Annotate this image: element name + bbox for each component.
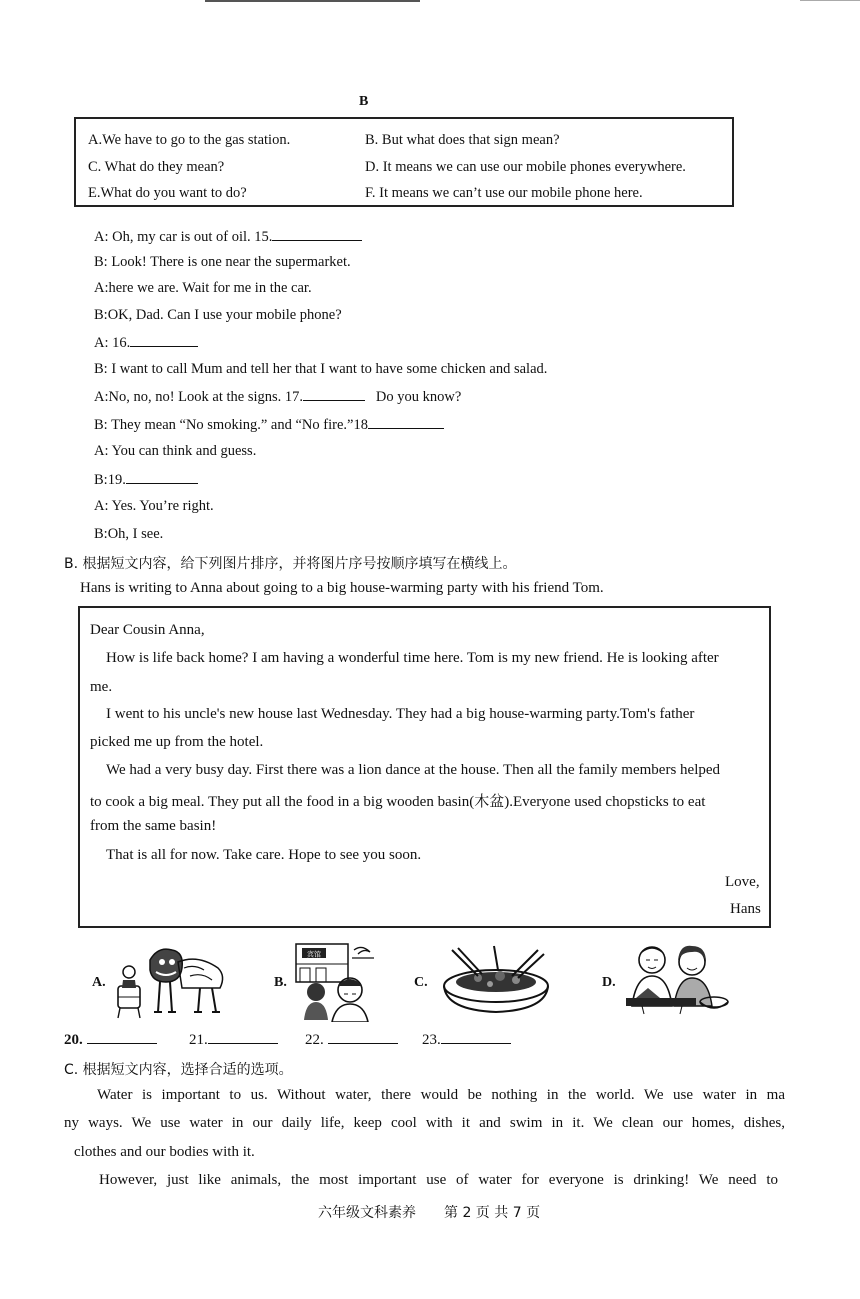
answer-blank-20[interactable] [87, 1031, 157, 1044]
dialogue-line-4: B:OK, Dad. Can I use your mobile phone? [94, 307, 342, 323]
letter-paragraph-2-cont: picked me up from the hotel. [90, 734, 264, 750]
answer-line-20 [64, 1031, 157, 1049]
dialogue-text: A: 16. [94, 335, 131, 351]
answer-number: 23. [422, 1032, 441, 1048]
letter-paragraph-1-cont: me. [90, 679, 113, 695]
answer-line-21 [189, 1031, 278, 1049]
dialogue-text: B: They mean “No smoking.” and “No fire.”18 [94, 417, 368, 433]
answer-line-22 [305, 1031, 398, 1049]
letter-box [78, 606, 771, 928]
section-letter: B [359, 94, 369, 109]
answer-blank-19[interactable] [126, 471, 198, 484]
part-c-line-2: ny ways. We use water in our daily life, keep cool with it and swim in it. We clean our homes, dishes, [64, 1115, 785, 1131]
picture-a-label: A. [92, 975, 106, 990]
dialogue-line-1 [94, 228, 362, 246]
answer-blank-21[interactable] [208, 1031, 278, 1044]
dialogue-text: A: Oh, my car is out of oil. 15. [94, 229, 273, 245]
dialogue-line-12: B:Oh, I see. [94, 526, 164, 542]
letter-paragraph-3-end: from the same basin! [90, 818, 217, 834]
letter-paragraph-1: How is life back home? I am having a wonderful time here. Tom is my new friend. He is looking after [106, 650, 719, 666]
answer-blank-17[interactable] [303, 388, 365, 401]
option-b: B. But what does that sign mean? [365, 132, 560, 148]
picture-d-label: D. [602, 975, 616, 990]
letter-paragraph-3-cont: to cook a big meal. They put all the food in a big wooden basin(木盆).Everyone used chopsticks to eat [90, 794, 706, 810]
option-d: D. It means we can use our mobile phones everywhere. [365, 159, 686, 175]
answer-number: 22. [305, 1032, 324, 1048]
part-b-heading: B. 根据短文内容，给下列图片排序，并将图片序号按顺序填写在横线上。 [64, 556, 517, 572]
top-border-line [205, 0, 420, 2]
dialogue-line-7 [94, 388, 461, 406]
letter-paragraph-3: We had a very busy day. First there was a lion dance at the house. Then all the family members helped [106, 762, 721, 778]
part-c-line-4: However, just like animals, the most important use of water for everyone is drinking! We need to [99, 1172, 778, 1188]
letter-paragraph-2: I went to his uncle's new house last Wednesday. They had a big house-warming party.Tom's father [106, 706, 695, 722]
dialogue-text: A:No, no, no! Look at the signs. 17. [94, 389, 304, 405]
wooden-basin-picture [438, 944, 556, 1020]
answer-blank-23[interactable] [441, 1031, 511, 1044]
letter-greeting: Dear Cousin Anna, [90, 622, 205, 638]
hotel-pickup-picture [294, 942, 380, 1022]
picture-c-label: C. [414, 975, 428, 990]
dialogue-text: Do you know? [375, 389, 462, 405]
dialogue-text: B:19. [94, 472, 126, 488]
letter-closing: Love, [725, 874, 760, 890]
dialogue-line-3: A:here we are. Wait for me in the car. [94, 280, 312, 296]
option-f: F. It means we can’t use our mobile phone here. [365, 185, 643, 201]
option-e: E.What do you want to do? [88, 185, 247, 201]
hotel-sign-text: 宾馆 [307, 950, 321, 959]
dialogue-line-6: B: I want to call Mum and tell her that I want to have some chicken and salad. [94, 361, 548, 377]
part-b-intro: Hans is writing to Anna about going to a big house-warming party with his friend Tom. [80, 580, 604, 596]
answer-number: 21. [189, 1032, 208, 1048]
dialogue-line-11: A: Yes. You’re right. [94, 498, 214, 514]
answer-blank-16[interactable] [130, 334, 198, 347]
options-box [74, 117, 734, 207]
answer-blank-18[interactable] [368, 416, 444, 429]
answer-blank-22[interactable] [328, 1031, 398, 1044]
lion-dance-picture [112, 942, 232, 1022]
answer-number: 20. [64, 1032, 83, 1048]
option-c: C. What do they mean? [88, 159, 225, 175]
letter-paragraph-4: That is all for now. Take care. Hope to see you soon. [106, 847, 422, 863]
part-c-line-1: Water is important to us. Without water, there would be nothing in the world. We use water in ma [97, 1087, 785, 1103]
family-cooking-picture [622, 940, 732, 1016]
option-a: A.We have to go to the gas station. [88, 132, 291, 148]
answer-line-23 [422, 1031, 511, 1049]
dialogue-line-9: A: You can think and guess. [94, 443, 257, 459]
picture-b-label: B. [274, 975, 287, 990]
page-footer: 六年级文科素养 第 2 页 共 7 页 [318, 1205, 541, 1221]
letter-signature: Hans [730, 901, 761, 917]
dialogue-line-10 [94, 471, 198, 489]
dialogue-line-5 [94, 334, 198, 352]
part-c-heading: C. 根据短文内容，选择合适的选项。 [64, 1062, 293, 1078]
dialogue-line-8 [94, 416, 444, 434]
top-border-line-right [800, 0, 860, 1]
part-c-line-3: clothes and our bodies with it. [74, 1144, 255, 1160]
answer-blank-15[interactable] [272, 228, 362, 241]
dialogue-line-2: B: Look! There is one near the supermarket. [94, 254, 351, 270]
